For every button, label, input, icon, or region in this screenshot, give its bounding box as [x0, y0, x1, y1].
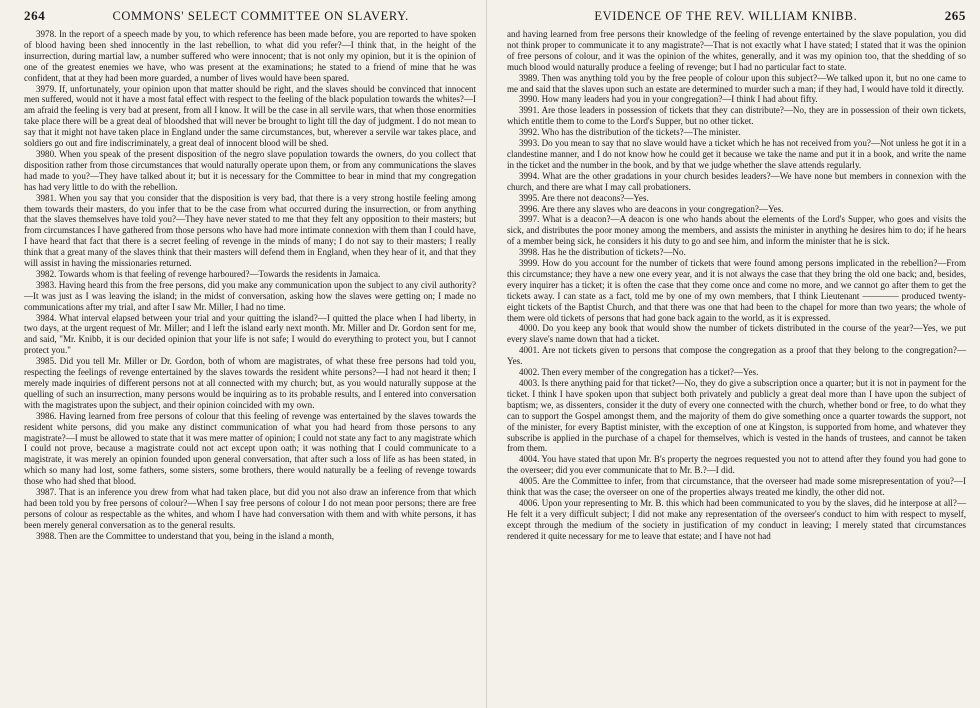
paragraph: and having learned from free persons their knowledge of the feeling of revenge entertained by the slave population, you did not think proper to communicate it to any magistrate?—That is not exactly what I have stated; I stated that it was the opinion of free persons of colour, and it was the opinion of the whites, generally, and it was my opinion too, that the shedding of so much blood would naturally produce a feeling of revenge; but I had no particular fact to state.	[507, 29, 966, 72]
paragraph: 4003. Is there anything paid for that ticket?—No, they do give a subscription once a quarter; but it is not in payment for the ticket. I think I have spoken upon that subject both privately and publicly a great deal more than I have upon the subject of baptism; we, as dissenters, consider it the duty of every one connected with the church, whether bond or free, to do what they can to support the Gospel amongst them, and the majority of them do give something once a quarter towards the support, not of the minister, for every Baptist minister, with the exception of one at Kingston, is supported from home, and whatever they subscribe is applied in the purchase of a chapel for themselves, which is vested in the hands of trustees, and cannot be taken from them.	[507, 378, 966, 454]
paragraph: 3991. Are those leaders in possession of tickets that they can distribute?—No, they are in possession of their own tickets, which entitle them to come to the Lord's Supper, but no other ticket.	[507, 105, 966, 127]
left-page-header	[24, 8, 476, 24]
paragraph: 3987. That is an inference you drew from what had taken place, but did you not also draw an inference from that which had been told you by free persons of colour?—When I say free persons of colour I do not mean poor persons; there are free persons of colour as respectable as the whites, and whom I have had conversation with them and with white persons, it has been merely general conversation as to the general results.	[24, 487, 476, 530]
paragraph: 4000. Do you keep any book that would show the number of tickets distributed in the course of the year?—Yes, we put every slave's name down that had a ticket.	[507, 323, 966, 345]
paragraph: 4001. Are not tickets given to persons that compose the congregation as a proof that they belong to the congregation?—Yes.	[507, 345, 966, 367]
right-running-head: EVIDENCE OF THE REV. WILLIAM KNIBB.	[594, 9, 858, 23]
paragraph: 3980. When you speak of the present disposition of the negro slave population towards the owners, do you collect that disposition rather from those circumstances that would naturally operate upon them, or from any communications the slaves had made to you?—They have talked about it; but it is necessary for the Committee to bear in mind that my congregation has had very little to do with the rebellion.	[24, 148, 476, 192]
paragraph: 3985. Did you tell Mr. Miller or Dr. Gordon, both of whom are magistrates, of what these free persons had told you, respecting the feelings of revenge entertained by the slaves towards the resident white persons?—I had not heard it then; I merely made inquiries of different persons not at all connected with my church; but, as you would naturally suppose at the quelling of such an insurrection, many persons would be inquiring as to its probable results, and I entered into conversation with the magistrates upon the subject, and their opinion coincided with my own.	[24, 356, 476, 410]
paragraph: 3982. Towards whom is that feeling of revenge harboured?—Towards the residents in Jamaica.	[36, 268, 381, 279]
paragraph: 3994. What are the other gradations in your church besides leaders?—We have none but members in connexion with the church, and there are what I may call probationers.	[507, 170, 966, 192]
paragraph: 3986. Having learned from free persons of colour that this feeling of revenge was entertained by the slaves towards the resident white persons, did you make any distinct communication of what you had heard from those persons to any magistrate?—I must be allowed to state that it was mere matter of opinion; I could not state any fact to any magistrate which I could not prove, because a magistrate could not act except upon oath; it was nothing that I could communicate to a magistrate, it was merely an opinion founded upon general conversation, that after such a loss of life as has been stated, in which so many had lost, some fathers, some sisters, some brothers, there would naturally be a feeling of revenge towards those who had shed that blood.	[24, 410, 476, 487]
paragraph: 4005. Are the Committee to infer, from that circumstance, that the overseer had made some misrepresentation of you?—I think that was the case; the overseer on one of the properties always treated me kindly, the other did not.	[507, 476, 966, 498]
paragraph: 4004. You have stated that upon Mr. B's property the negroes requested you not to attend after they found you had gone to the overseer; did you ever communicate that to Mr. B.?—I did.	[507, 454, 966, 476]
paragraph: 3983. Having heard this from the free persons, did you make any communication upon the subject to any civil authority?—It was just as I was leaving the island; in the midst of conversation, asking how the slaves were getting on; I made no communications after my trial, and after I saw Mr. Miller, I had no time.	[24, 279, 476, 312]
paragraph: 3993. Do you mean to say that no slave would have a ticket which he has not received from you?—Not unless he got it in a clandestine manner, and I do not know how he could get it because we take the name and put it in a book, and write the name in the ticket and the number in the book, and by that we judge whether the slave attends regularly.	[507, 138, 966, 170]
left-page	[0, 0, 486, 708]
paragraph: 3995. Are there not deacons?—Yes.	[519, 192, 649, 203]
paragraph: 3996. Are there any slaves who are deacons in your congregation?—Yes.	[519, 203, 784, 214]
paragraph: 3989. Then was anything told you by the free people of colour upon this subject?—We talked upon it, but no one came to me and said that the slaves upon such an estate are determined to murder such a man; if they had, I would have told it directly.	[507, 72, 966, 94]
paragraph: 3992. Who has the distribution of the tickets?—The minister.	[519, 127, 741, 138]
paragraph: 3981. When you say that you consider that the disposition is very bad, that there is a very strong hostile feeling among them towards their masters, do you infer that to be the case from what occurred during the insurrection, or from anything that the slaves themselves have told you?—They have never stated to me that they felt any opposition to their masters; but from circumstances I have gathered from those persons who have had more intimate connexion with them than I could have, I have heard that fact that there is a secret feeling of revenge in the minds of many; I do not say to their masters; I really think that a great many of the slaves think that their masters will defend them in England, when they hear of it, and that they will assist in having the missionaries returned.	[24, 192, 476, 269]
left-running-head: COMMONS' SELECT COMMITTEE ON SLAVERY.	[112, 9, 409, 23]
right-page-text	[507, 29, 966, 542]
left-page-text	[24, 29, 476, 542]
paragraph: 3984. What interval elapsed between your trial and your quitting the island?—I quitted the place when I had liberty, in two days, at the urgent request of Mr. Miller; and I left the island early next month. Mr. Miller and Dr. Gordon sent for me, and said, "Mr. Knibb, it is our decided opinion that your life is not safe; I would do everything to protect you, but I cannot protect you."	[24, 312, 476, 356]
paragraph: 3978. In the report of a speech made by you, to which reference has been made before, you are reported to have spoken of blood having been shed innocently in the last rebellion, to what did you refer?—I think that, in the height of the insurrection, during martial law, a number suffered who were innocent; that is not only my opinion, but it is the opinion of one of the greatest enemies we have, who was present at the examinations; he stated to a friend of mine that he was confident, that at they had been more guarded, a number of lives would have been spared.	[24, 29, 476, 83]
paragraph: 3990. How many leaders had you in your congregation?—I think I had about fifty.	[519, 94, 818, 105]
right-page	[486, 0, 980, 708]
paragraph: 3997. What is a deacon?—A deacon is one who hands about the elements of the Lord's Supper, who goes and visits the sick, and distributes the poor money among the members, and assists the minister in anything he desires him to do; if he hears of a member being sick, he considers it his duty to go and see him, and inform the minister that he is sick.	[507, 214, 966, 247]
paragraph: 3998. Has he the distribution of tickets?—No.	[519, 247, 686, 258]
paragraph: 4006. Upon your representing to Mr. B. this which had been communicated to you by the slaves, did he interpose at all?—He felt it a very difficult subject; I did not make any representation of the overseer's conduct to him with respect to myself, except through the medium of the society in justification of my conduct in leaving; I merely stated that circumstances rendered it quite necessary for me to leave that estate; and I have not had	[507, 497, 966, 541]
paragraph: 3988. Then are the Committee to understand that you, being in the island a month,	[36, 530, 335, 541]
left-page-number: 264	[24, 8, 46, 23]
right-page-number: 265	[944, 8, 966, 23]
paragraph: 3979. If, unfortunately, your opinion upon that matter should be right, and the slaves should be convinced that innocent men suffered, would not it have a most fatal effect with respect to the feeling of the black population towards the whites?—I am afraid the feeling is very bad at present, from all I know. It will be the case in all servile wars, that when those enormities take place there will be a great deal of bloodshed that will never be brought to light till the day of judgment. I do not mean to say that it might not have taken place in England under the same circumstances, but, wherever a servile war takes place, and soldiers go out and fire indiscriminately, a great deal of innocent blood will be shed.	[24, 83, 476, 149]
paragraph: 3999. How do you account for the number of tickets that were found among persons implicated in the rebellion?—From this circumstance; they have a new one every year, and it is not always the case that they bring the old one back; and, besides, every inquirer has a ticket; it is often the case that they come once and come no more, and we cannot go after them to get the tickets away. I can state as a fact, told me by one of my own members, that I think Lieutenant ———— produced twenty-eight tickets of the Baptist Church, and that there was one that had been to the chapel for more than two years; the whole of them were old tickets of persons that had gone back again to the world, as it is expressed.	[507, 258, 966, 323]
right-page-header	[507, 8, 966, 24]
paragraph: 4002. Then every member of the congregation has a ticket?—Yes.	[519, 367, 759, 378]
